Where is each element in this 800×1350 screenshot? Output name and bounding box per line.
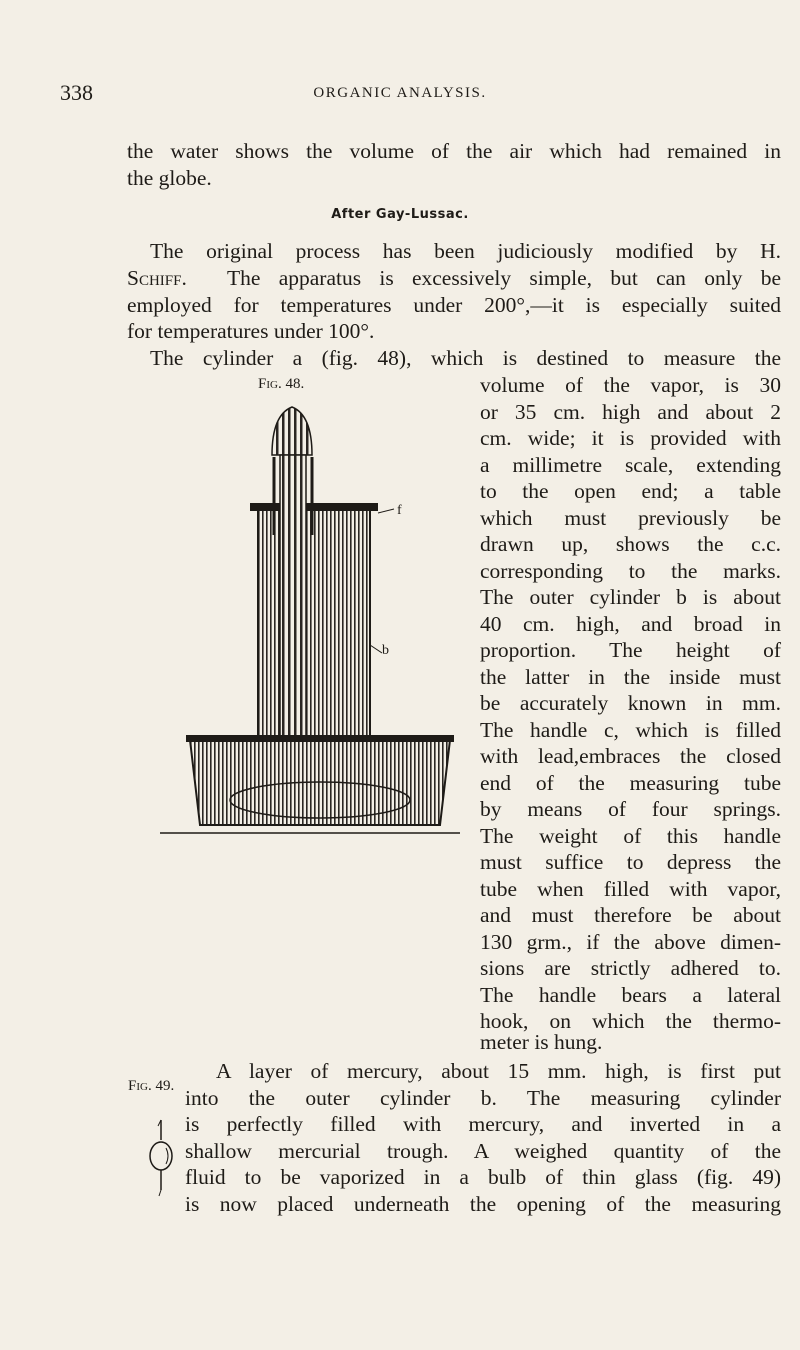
cylinder-wrapped-line: and must therefore be about [480,903,781,927]
cylinder-wrapped-line: The handle bears a lateral [480,982,781,1007]
mercury-line-4: shallow mercurial trough. A weighed quantity of the [185,1139,781,1163]
cylinder-wrapped-line: drawn up, shows the c.c. [480,532,781,556]
cylinder-wrapped-line: must suffice to depress the [480,850,781,874]
figure-48-caption: Fig. 48. [258,376,305,392]
cylinder-wrapped-line: 40 cm. high, and broad in [480,611,781,636]
section-heading: After Gay-Lussac. [331,207,469,222]
cylinder-wrapped-line: corresponding to the marks. [480,558,781,583]
page-number: 338 [60,80,93,105]
cylinder-last-line: meter is hung. [480,1030,603,1054]
cylinder-wrapped-line: end of the measuring tube [480,770,781,795]
cylinder-wrapped-line: a millimetre scale, extending [480,452,781,477]
mercury-line-1: A layer of mercury, about 15 mm. high, is first put [216,1059,781,1083]
cylinder-wrapped-line: tube when filled with vapor, [480,876,781,901]
schiff-line-2-text: The apparatus is excessively simple, but can only be [227,266,781,290]
mercury-line-3: is perfectly filled with mercury, and inverted in a [185,1112,781,1136]
author-name: Schiff. [127,266,187,290]
mercury-line-5: fluid to be vaporized in a bulb of thin glass (fig. 49) [185,1165,781,1189]
schiff-line-3: employed for temperatures under 200°,—it is especially suited [127,293,781,317]
cylinder-wrapped-line: by means of four springs. [480,797,781,821]
cylinder-wrapped-line: cm. wide; it is provided with [480,426,781,450]
cylinder-wrapped-line: to the open end; a table [480,479,781,503]
schiff-line-1: The original process has been judiciously modified by H. [150,239,781,263]
cylinder-wrapped-line: or 35 cm. high and about 2 [480,399,781,424]
figure-48-apparatus [150,395,470,835]
cylinder-wrapped-line: The outer cylinder b is about [480,585,781,609]
cylinder-wrapped-line: be accurately known in mm. [480,691,781,715]
cylinder-wrapped-line: volume of the vapor, is 30 [480,373,781,397]
mercury-line-6: is now placed underneath the opening of the measuring [185,1192,781,1216]
cylinder-wrapped-line: which must previously be [480,505,781,530]
intro-line-2: the globe. [127,166,212,190]
figure-49-caption: Fig. 49. [128,1078,175,1094]
figure-48-label-b: b [382,643,389,658]
schiff-line-2 [127,268,781,290]
cylinder-wrapped-line: proportion. The height of [480,638,781,662]
schiff-line-4: for temperatures under 100°. [127,319,375,343]
running-title: ORGANIC ANALYSIS. [313,85,487,101]
page-header [60,80,740,110]
cylinder-wrapped-line: 130 grm., if the above dimen- [480,929,781,954]
cylinder-wrapped-line: sions are strictly adhered to. [480,956,781,980]
mercury-line-2: into the outer cylinder b. The measuring cylinder [185,1086,781,1110]
cylinder-wrapped-line: the latter in the inside must [480,664,781,689]
cylinder-wrapped-line: The handle c, which is filled [480,717,781,742]
figure-48-label-f: f [397,503,402,518]
cylinder-wrapped-line: with lead,embraces the closed [480,744,781,768]
figure-49-bulb [146,1118,176,1198]
cylinder-wrapped-line: hook, on which the thermo- [480,1009,781,1033]
intro-line-1: the water shows the volume of the air which had remained in [127,139,781,163]
cylinder-wrapped-line: The weight of this handle [480,823,781,848]
cylinder-line-1: The cylinder a (fig. 48), which is destined to measure the [150,346,781,370]
